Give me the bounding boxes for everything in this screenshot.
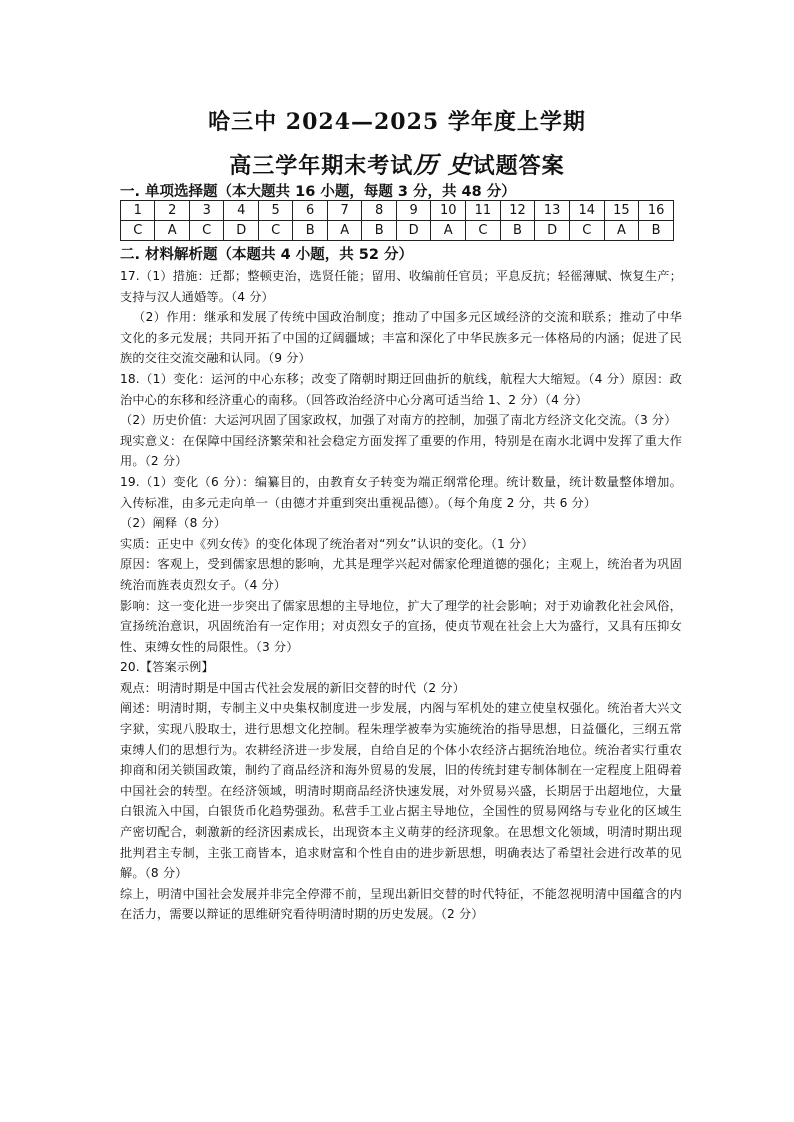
answer-cell: A	[327, 221, 361, 241]
answer-cell: C	[466, 221, 501, 241]
question-number: 3	[189, 201, 223, 221]
section2-heading: 二. 材料解析题（本题共 4 小题，共 52 分）	[120, 247, 414, 263]
answer-cell: B	[362, 221, 396, 241]
q18-part1: 18.（1）变化：运河的中心东移；改变了隋朝时期迂回曲折的航线，航程大大缩短。（4 分）原因：政治中心的东移和经济重心的南移。（回答政治经济中心分离可适当给 1、2 分）（4 分）	[120, 371, 682, 407]
answer-cell: B	[500, 221, 535, 241]
question-number: 9	[396, 201, 431, 221]
question-number: 6	[293, 201, 327, 221]
answer-key-table	[120, 200, 674, 241]
answer-cell: C	[189, 221, 223, 241]
answer-cell: C	[121, 221, 155, 241]
title-subject: 历 史	[413, 150, 473, 179]
q20-viewpoint: 观点：明清时期是中国古代社会发展的新旧交替的时代（2 分）	[120, 680, 466, 695]
answer-cell: B	[293, 221, 327, 241]
answer-row	[121, 221, 674, 241]
title-prefix: 高三学年期末考试	[229, 153, 414, 179]
question-number: 12	[500, 201, 535, 221]
q18-part2-significance: 现实意义：在保障中国经济繁荣和社会稳定方面发挥了重要的作用，特别是在南水北调中发挥了重大作用。（2 分）	[120, 433, 682, 469]
answer-cell: A	[431, 221, 466, 241]
q19-part2-heading: （2）阐释（8 分）	[120, 516, 227, 531]
question-number: 13	[535, 201, 570, 221]
page-title-line1: 哈三中 2024—2025 学年度上学期	[208, 109, 586, 135]
q20-conclusion: 综上，明清中国社会发展并非完全停滞不前，呈现出新旧交替的时代特征，不能忽视明清中国蕴含的内在活力，需要以辩证的思维研究看待明清时期的历史发展。（2 分）	[120, 886, 682, 922]
answer-cell: A	[604, 221, 639, 241]
q19-part1: 19.（1）变化（6 分）：编纂目的，由教育女子转变为端正纲常伦理。统计数量，统计数量整体增加。入传标准，由多元走向单一（由德才并重到突出重视品德）。（每个角度 2 分，共 6 分）	[120, 474, 682, 510]
q19-reason: 原因：客观上，受到儒家思想的影响，尤其是理学兴起对儒家伦理道德的强化；主观上，统治者为巩固统治而旌表贞烈女子。（4 分）	[120, 557, 682, 592]
question-number: 11	[466, 201, 501, 221]
answer-cell: D	[224, 221, 259, 241]
answer-body	[120, 266, 682, 925]
answer-cell: D	[396, 221, 431, 241]
q18-part2-value: （2）历史价值：大运河巩固了国家政权，加强了对南方的控制，加强了南北方经济文化交流。（3 分）	[120, 413, 677, 428]
question-number: 2	[155, 201, 189, 221]
answer-cell: C	[258, 221, 292, 241]
question-number: 1	[121, 201, 155, 221]
question-number: 14	[569, 201, 604, 221]
question-number: 7	[327, 201, 361, 221]
answer-cell: C	[569, 221, 604, 241]
question-number: 16	[639, 201, 674, 221]
q19-impact: 影响：这一变化进一步突出了儒家思想的主导地位，扩大了理学的社会影响；对于劝谕教化社会风俗，宣扬统治意识，巩固统治有一定作用；对贞烈女子的宣扬，使贞节观在社会上大为盛行，又具有压抑女性、束缚女性的局限性。（3 分）	[120, 598, 682, 654]
question-number: 5	[258, 201, 292, 221]
page-title-line2	[0, 145, 794, 180]
answer-cell: A	[155, 221, 189, 241]
question-number-row	[121, 201, 674, 221]
question-number: 10	[431, 201, 466, 221]
q20-elaboration: 阐述：明清时期，专制主义中央集权制度进一步发展，内阁与军机处的建立使皇权强化。统治者大兴文字狱，实现八股取士，进行思想文化控制。程朱理学被奉为实施统治的指导思想，日益僵化，三纲五常束缚人们的思想行为。农耕经济进一步发展，自给自足的个体小农经济占据统治地位。统治者实行重农抑商和闭关锁国政策，制约了商品经济和海外贸易的发展，旧的传统封建专制体制在一定程度上阻碍着中国社会的转型。在经济领域，明清时期商品经济快速发展，对外贸易兴盛，长期居于出超地位，大量白银流入中国，白银货币化趋势强劲。私营手工业占据主导地位，全国性的贸易网络与专业化的区域生产密切配合，刺激新的经济因素成长，出现资本主义萌芽的经济现象。在思想文化领域，明清时期出现批判君主专制，主张工商皆本，追求财富和个性自由的进步新思想，明确表达了希望社会进行改革的见解。（8 分）	[120, 701, 682, 881]
q17-part1: 17.（1）措施：迁都；整顿吏治，选贤任能；留用、收编前任官员；平息反抗；轻徭薄赋、恢复生产；支持与汉人通婚等。（4 分）	[120, 269, 682, 304]
title-suffix: 试题答案	[472, 153, 565, 179]
question-number: 15	[604, 201, 639, 221]
q19-essence: 实质：正史中《列女传》的变化体现了统治者对“列女”认识的变化。（1 分）	[120, 536, 534, 551]
answer-cell: B	[639, 221, 674, 241]
q20-heading: 20.【答案示例】	[120, 660, 214, 675]
answer-cell: D	[535, 221, 570, 241]
section1-heading: 一. 单项选择题（本大题共 16 小题，每题 3 分，共 48 分）	[120, 184, 516, 200]
question-number: 4	[224, 201, 259, 221]
question-number: 8	[362, 201, 396, 221]
q17-part2: （2）作用：继承和发展了传统中国政治制度；推动了中国多元区域经济的交流和联系；推动了中华文化的多元发展；共同开拓了中国的辽阔疆域；丰富和深化了中华民族多元一体格局的内涵；促进了民族的交往交流交融和认同。（9 分）	[120, 310, 682, 366]
